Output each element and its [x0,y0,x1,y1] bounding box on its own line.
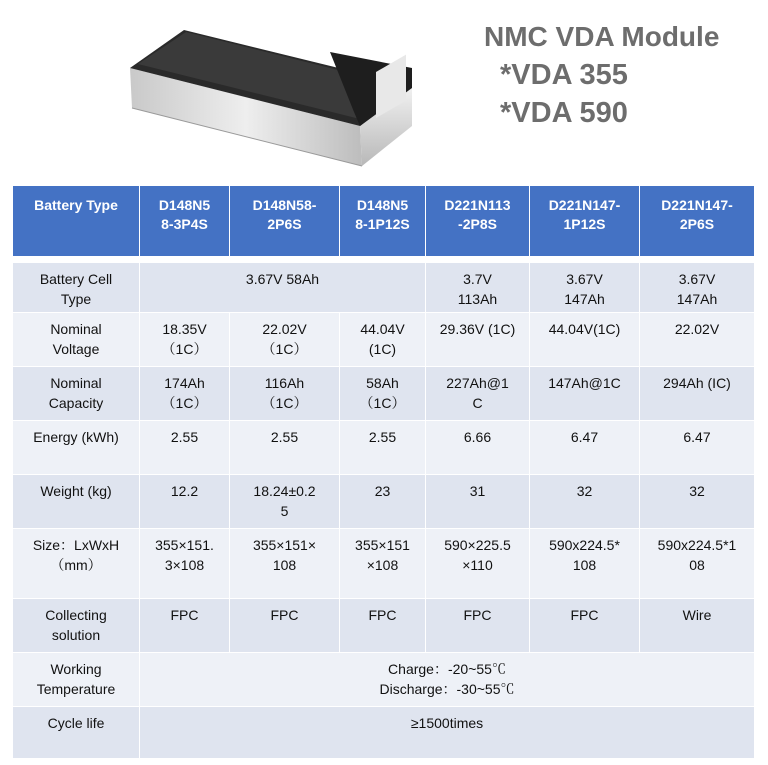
header-d148n58-3p4s: D148N5 8-3P4S [140,186,230,257]
row-size [13,529,755,599]
cell-value: 32 [640,475,755,529]
cell-value: 58Ah （1C） [340,367,426,421]
row-label: Working Temperature [13,653,140,707]
row-label: Collecting solution [13,599,140,653]
cell-value: 590x224.5*1 08 [640,529,755,599]
title-block [484,18,719,132]
header-d221n147-2p6s: D221N147- 2P6S [640,186,755,257]
row-collecting-solution [13,599,755,653]
header-battery-type: Battery Type [13,186,140,257]
cell-value: 31 [426,475,530,529]
row-label: Weight (kg) [13,475,140,529]
cell-value: 590x224.5* 108 [530,529,640,599]
cell-value: 355×151. 3×108 [140,529,230,599]
row-cell-type [13,263,755,313]
row-label: Energy (kWh) [13,421,140,475]
cell-value: 590×225.5 ×110 [426,529,530,599]
cell-value: 12.2 [140,475,230,529]
header-d148n58-1p12s: D148N5 8-1P12S [340,186,426,257]
row-working-temperature [13,653,755,707]
cell-value: FPC [230,599,340,653]
hero-section [0,0,768,178]
cell-value: 2.55 [230,421,340,475]
cell-value: Wire [640,599,755,653]
cell-value: 355×151 ×108 [340,529,426,599]
cell-value: 355×151× 108 [230,529,340,599]
cell-value: 116Ah （1C） [230,367,340,421]
row-weight [13,475,755,529]
cell-value: 18.35V （1C） [140,313,230,367]
cell-value: 22.02V （1C） [230,313,340,367]
cell-value: 6.66 [426,421,530,475]
cell-value: 3.67V 147Ah [530,263,640,313]
model-vda355: *VDA 355 [500,59,628,91]
header-d221n113-2p8s: D221N113 -2P8S [426,186,530,257]
cell-value: FPC [140,599,230,653]
spec-table [13,186,755,759]
cell-value: 44.04V(1C) [530,313,640,367]
cell-value: 3.67V 147Ah [640,263,755,313]
cell-value: 22.02V [640,313,755,367]
battery-module-image [130,8,420,173]
cell-value: FPC [530,599,640,653]
row-nominal-capacity [13,367,755,421]
module-title: NMC VDA Module [484,21,720,52]
cell-value: 294Ah (IC) [640,367,755,421]
cell-value: FPC [340,599,426,653]
row-nominal-voltage [13,313,755,367]
cell-value: 174Ah （1C） [140,367,230,421]
row-cycle-life [13,707,755,759]
row-label: Nominal Capacity [13,367,140,421]
cell-value: ≥1500times [140,707,755,759]
cell-value: FPC [426,599,530,653]
cell-value: 3.67V 58Ah [140,263,426,313]
cell-value: 227Ah@1 C [426,367,530,421]
row-energy [13,421,755,475]
row-label: Nominal Voltage [13,313,140,367]
row-label: Size：LxWxH （mm） [13,529,140,599]
cell-value: 23 [340,475,426,529]
cell-value: 2.55 [340,421,426,475]
cell-value: 3.7V 113Ah [426,263,530,313]
header-d148n58-2p6s: D148N58- 2P6S [230,186,340,257]
header-d221n147-1p12s: D221N147- 1P12S [530,186,640,257]
cell-value: 6.47 [530,421,640,475]
cell-value: 2.55 [140,421,230,475]
cell-value: 29.36V (1C) [426,313,530,367]
table-header-row [13,186,755,257]
cell-value: 32 [530,475,640,529]
cell-value: 147Ah@1C [530,367,640,421]
cell-value: 6.47 [640,421,755,475]
cell-value: 44.04V (1C) [340,313,426,367]
cell-value: Charge：-20~55℃ Discharge：-30~55℃ [140,653,755,707]
row-label: Battery Cell Type [13,263,140,313]
row-label: Cycle life [13,707,140,759]
model-vda590: *VDA 590 [500,97,628,129]
cell-value: 18.24±0.2 5 [230,475,340,529]
